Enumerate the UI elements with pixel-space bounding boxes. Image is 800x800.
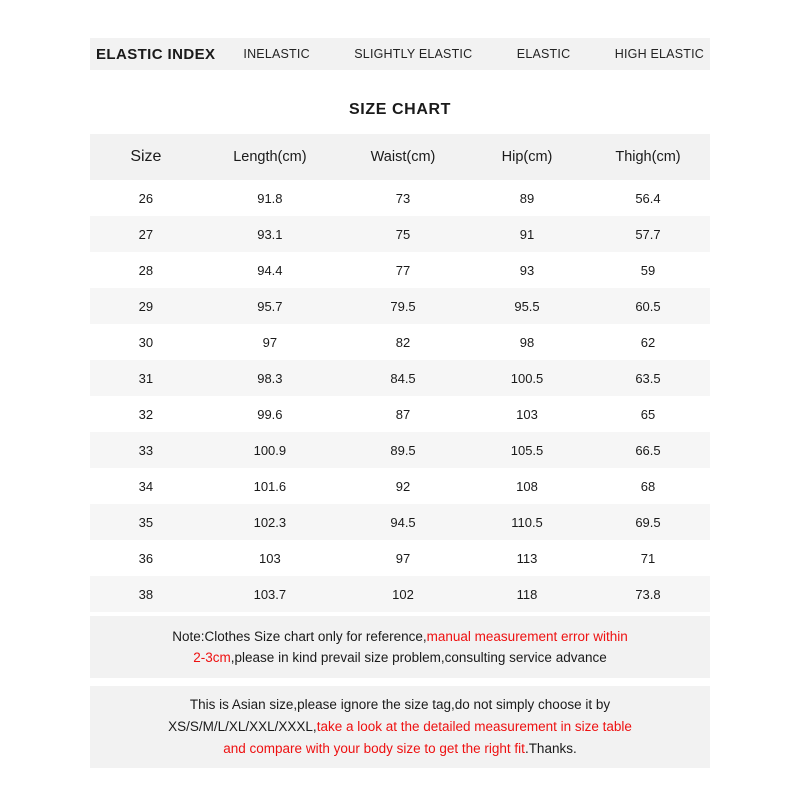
cell-size: 35 xyxy=(90,504,202,540)
cell-size: 30 xyxy=(90,324,202,360)
cell-waist: 73 xyxy=(338,180,468,216)
column-header-thigh: Thigh(cm) xyxy=(586,134,710,180)
table-row xyxy=(90,468,710,504)
table-row xyxy=(90,396,710,432)
elastic-level-high-elastic: HIGH ELASTIC xyxy=(614,47,704,61)
cell-size: 32 xyxy=(90,396,202,432)
cell-size: 29 xyxy=(90,288,202,324)
cell-length: 95.7 xyxy=(202,288,338,324)
elastic-index-levels xyxy=(215,47,710,61)
table-row xyxy=(90,540,710,576)
cell-thigh: 59 xyxy=(586,252,710,288)
note-text-highlight-2: 2-3cm xyxy=(193,650,231,665)
table-row xyxy=(90,432,710,468)
size-chart-table xyxy=(90,134,710,612)
column-header-size: Size xyxy=(90,134,202,180)
cell-thigh: 56.4 xyxy=(586,180,710,216)
note-block xyxy=(90,616,710,678)
cell-hip: 103 xyxy=(468,396,586,432)
cell-length: 102.3 xyxy=(202,504,338,540)
note-line-1 xyxy=(172,626,627,647)
elastic-index-title: ELASTIC INDEX xyxy=(96,45,216,63)
cell-length: 101.6 xyxy=(202,468,338,504)
elastic-level-inelastic: INELASTIC xyxy=(243,47,310,61)
cell-length: 99.6 xyxy=(202,396,338,432)
cell-length: 97 xyxy=(202,324,338,360)
note-text-1: Clothes Size chart only for reference, xyxy=(204,629,427,644)
cell-thigh: 63.5 xyxy=(586,360,710,396)
asian-note-highlight-2: and compare with your body size to get the right fit xyxy=(223,741,525,756)
cell-thigh: 65 xyxy=(586,396,710,432)
table-row xyxy=(90,180,710,216)
asian-note-thanks: .Thanks. xyxy=(524,741,577,756)
cell-size: 28 xyxy=(90,252,202,288)
cell-thigh: 71 xyxy=(586,540,710,576)
cell-waist: 102 xyxy=(338,576,468,612)
cell-size: 27 xyxy=(90,216,202,252)
column-header-hip: Hip(cm) xyxy=(468,134,586,180)
cell-waist: 94.5 xyxy=(338,504,468,540)
cell-waist: 92 xyxy=(338,468,468,504)
cell-waist: 84.5 xyxy=(338,360,468,396)
column-header-length: Length(cm) xyxy=(202,134,338,180)
cell-waist: 89.5 xyxy=(338,432,468,468)
cell-size: 36 xyxy=(90,540,202,576)
cell-length: 93.1 xyxy=(202,216,338,252)
note-text-highlight-1: manual measurement error within xyxy=(426,629,628,644)
cell-size: 26 xyxy=(90,180,202,216)
cell-size: 38 xyxy=(90,576,202,612)
elastic-level-slightly-elastic: SLIGHTLY ELASTIC xyxy=(354,47,473,61)
asian-size-tags: XS/S/M/L/XL/XXL/XXXL, xyxy=(168,719,317,734)
size-chart-title: SIZE CHART xyxy=(349,101,451,118)
cell-length: 103.7 xyxy=(202,576,338,612)
asian-note-line-2 xyxy=(168,716,632,738)
elastic-index-bar xyxy=(90,38,710,70)
cell-thigh: 57.7 xyxy=(586,216,710,252)
cell-waist: 87 xyxy=(338,396,468,432)
cell-hip: 110.5 xyxy=(468,504,586,540)
elastic-level-elastic: ELASTIC xyxy=(516,47,571,61)
table-row xyxy=(90,504,710,540)
cell-waist: 79.5 xyxy=(338,288,468,324)
cell-thigh: 73.8 xyxy=(586,576,710,612)
table-row xyxy=(90,324,710,360)
table-header xyxy=(90,134,710,180)
table-row xyxy=(90,576,710,612)
cell-waist: 82 xyxy=(338,324,468,360)
cell-waist: 75 xyxy=(338,216,468,252)
cell-size: 31 xyxy=(90,360,202,396)
table-row xyxy=(90,216,710,252)
cell-thigh: 69.5 xyxy=(586,504,710,540)
table-header-row xyxy=(90,134,710,180)
cell-hip: 98 xyxy=(468,324,586,360)
asian-note-line-1: This is Asian size,please ignore the size tag,do not simply choose it by xyxy=(189,697,611,712)
cell-length: 100.9 xyxy=(202,432,338,468)
asian-note-highlight-1: take a look at the detailed measurement in size table xyxy=(316,719,632,734)
cell-thigh: 68 xyxy=(586,468,710,504)
note-label: Note: xyxy=(172,629,205,644)
cell-hip: 105.5 xyxy=(468,432,586,468)
cell-thigh: 60.5 xyxy=(586,288,710,324)
cell-length: 98.3 xyxy=(202,360,338,396)
cell-size: 33 xyxy=(90,432,202,468)
cell-length: 94.4 xyxy=(202,252,338,288)
cell-hip: 100.5 xyxy=(468,360,586,396)
table-body xyxy=(90,180,710,612)
asian-size-note-block xyxy=(90,686,710,768)
note-text-2: ,please in kind prevail size problem,consulting service advance xyxy=(230,650,607,665)
cell-hip: 91 xyxy=(468,216,586,252)
cell-length: 103 xyxy=(202,540,338,576)
note-line-2 xyxy=(193,647,606,668)
cell-thigh: 62 xyxy=(586,324,710,360)
cell-hip: 93 xyxy=(468,252,586,288)
cell-waist: 77 xyxy=(338,252,468,288)
asian-note-line-3 xyxy=(223,738,576,760)
cell-waist: 97 xyxy=(338,540,468,576)
table-row xyxy=(90,288,710,324)
cell-length: 91.8 xyxy=(202,180,338,216)
cell-hip: 118 xyxy=(468,576,586,612)
cell-hip: 89 xyxy=(468,180,586,216)
cell-size: 34 xyxy=(90,468,202,504)
cell-hip: 108 xyxy=(468,468,586,504)
cell-hip: 95.5 xyxy=(468,288,586,324)
cell-thigh: 66.5 xyxy=(586,432,710,468)
cell-hip: 113 xyxy=(468,540,586,576)
column-header-waist: Waist(cm) xyxy=(338,134,468,180)
table-row xyxy=(90,360,710,396)
table-row xyxy=(90,252,710,288)
